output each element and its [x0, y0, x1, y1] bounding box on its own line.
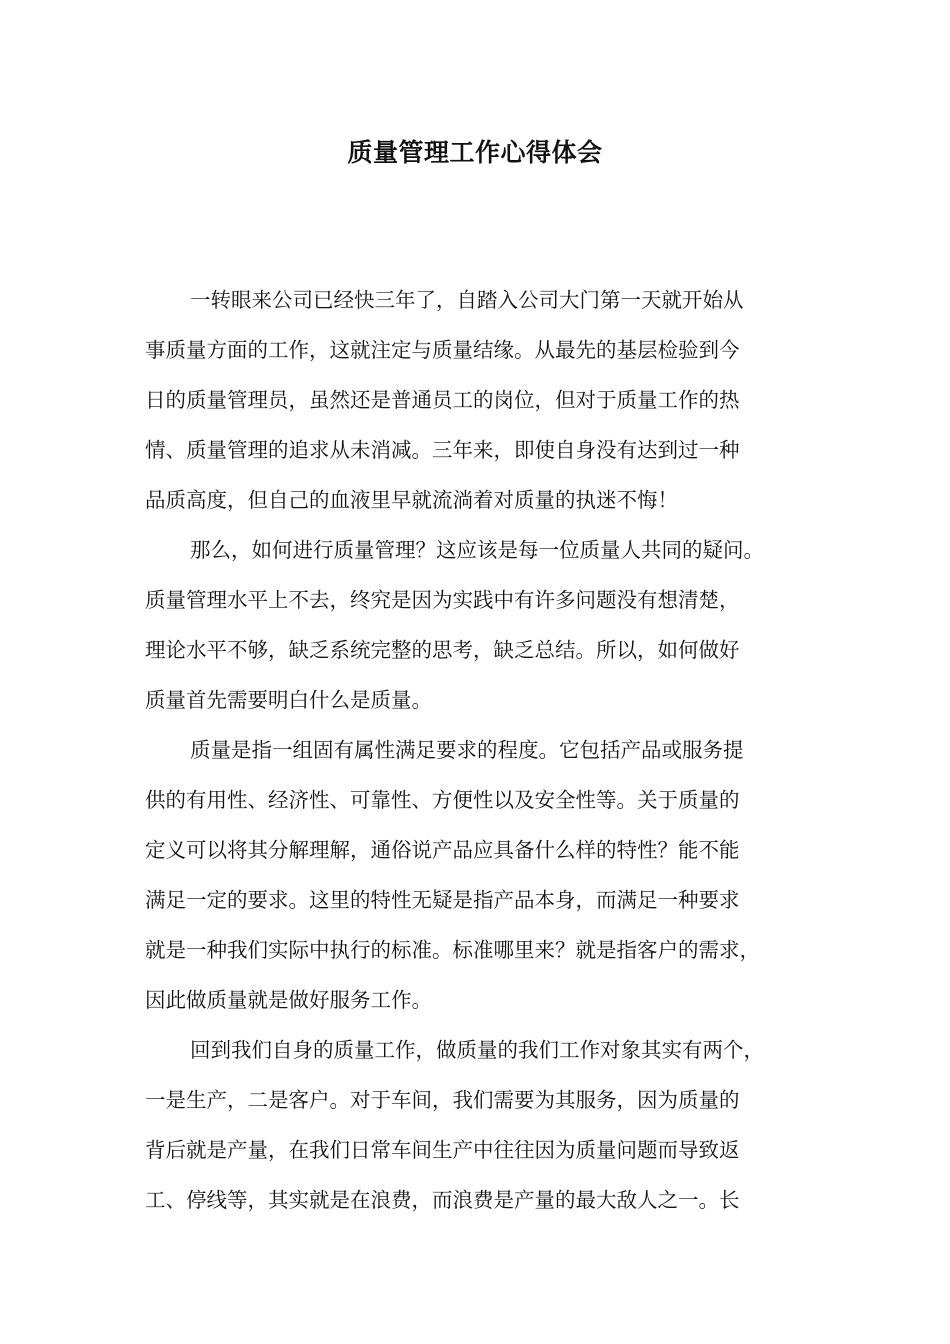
text-line: 回到我们自身的质量工作，做质量的我们工作对象其实有两个， [190, 1038, 764, 1062]
text-line: 品质高度，但自己的血液里早就流淌着对质量的执迷不悔！ [145, 488, 678, 512]
text-line: 日的质量管理员，虽然还是普通员工的岗位，但对于质量工作的热 [145, 388, 740, 412]
text-line: 就是一种我们实际中执行的标准。标准哪里来？就是指客户的需求， [145, 938, 760, 962]
text-line: 情、质量管理的追求从未消减。三年来，即使自身没有达到过一种 [145, 438, 740, 462]
text-line: 理论水平不够，缺乏系统完整的思考，缺乏总结。所以，如何做好 [145, 638, 740, 662]
text-line: 那么，如何进行质量管理？这应该是每一位质量人共同的疑问。 [190, 538, 764, 562]
document-body [145, 275, 805, 1225]
text-line: 事质量方面的工作，这就注定与质量结缘。从最先的基层检验到今 [145, 338, 740, 362]
text-line: 质量首先需要明白什么是质量。 [145, 688, 432, 712]
text-line: 一转眼来公司已经快三年了，自踏入公司大门第一天就开始从 [190, 288, 744, 312]
text-line: 满足一定的要求。这里的特性无疑是指产品本身，而满足一种要求 [145, 888, 740, 912]
text-line: 质量管理水平上不去，终究是因为实践中有许多问题没有想清楚， [145, 588, 740, 612]
text-line: 供的有用性、经济性、可靠性、方便性以及安全性等。关于质量的 [145, 788, 740, 812]
text-line: 质量是指一组固有属性满足要求的程度。它包括产品或服务提 [190, 738, 744, 762]
text-line: 因此做质量就是做好服务工作。 [145, 988, 432, 1012]
text-line: 一是生产，二是客户。对于车间，我们需要为其服务，因为质量的 [145, 1088, 740, 1112]
document-title: 质量管理工作心得体会 [347, 138, 603, 167]
text-line: 工、停线等，其实就是在浪费，而浪费是产量的最大敌人之一。长 [145, 1188, 740, 1212]
text-line: 定义可以将其分解理解，通俗说产品应具备什么样的特性？能不能 [145, 838, 740, 862]
text-line: 背后就是产量，在我们日常车间生产中往往因为质量问题而导致返 [145, 1138, 740, 1162]
